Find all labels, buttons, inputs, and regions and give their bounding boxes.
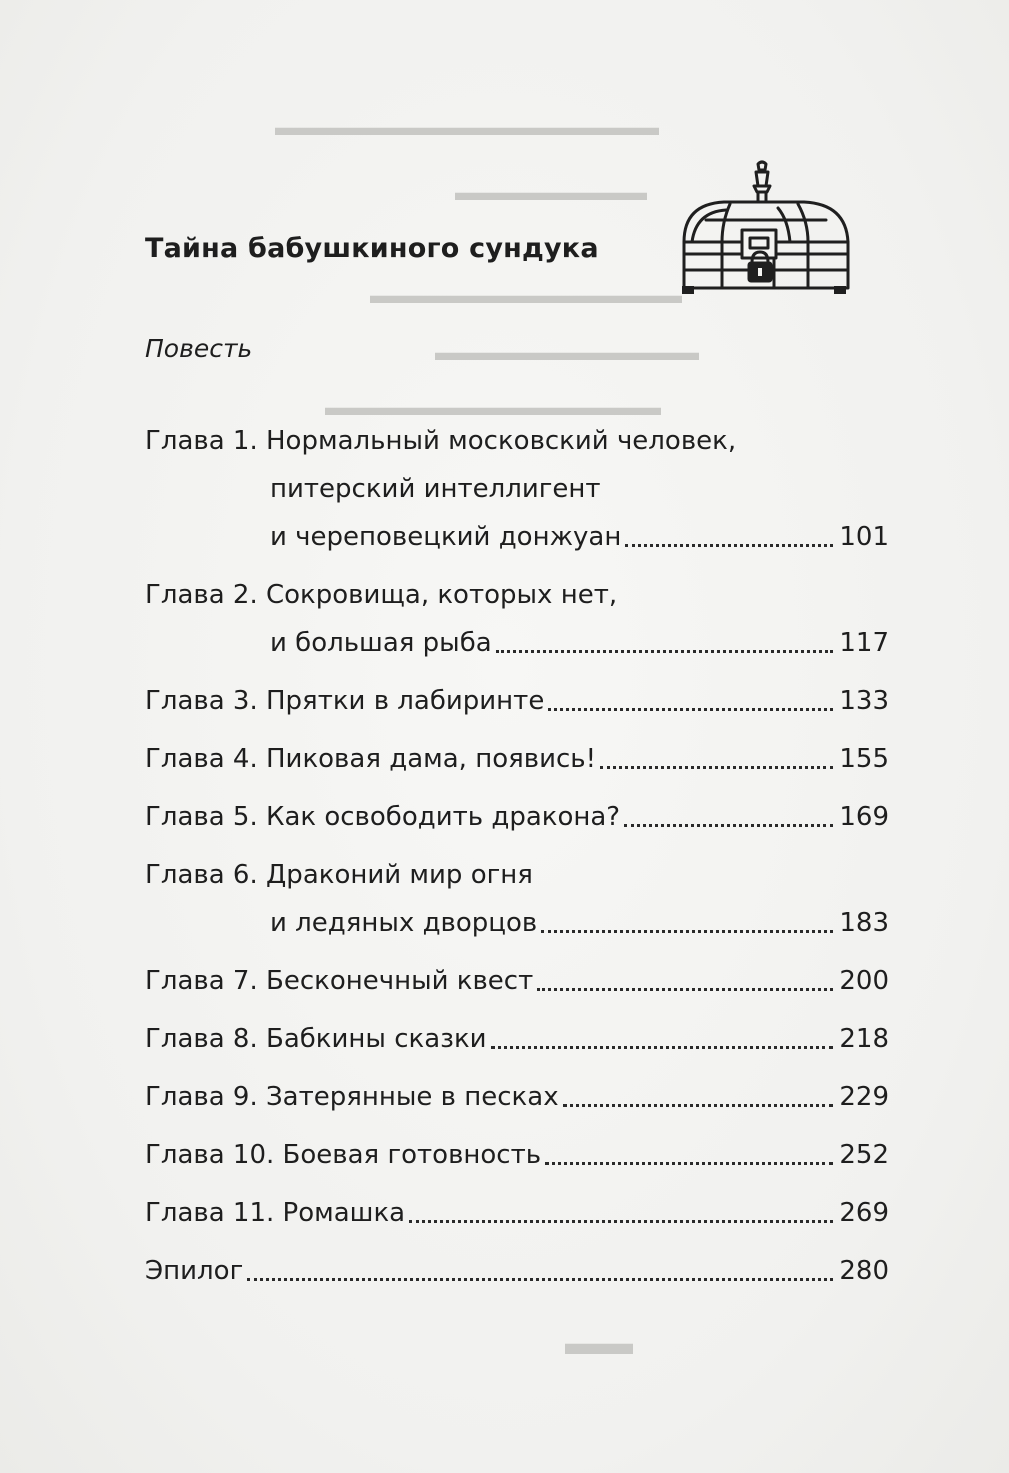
dot-leader — [541, 1137, 833, 1173]
toc-entry-line — [145, 423, 889, 459]
toc-entry-title: Глава 7. Бесконечный квест — [145, 966, 534, 996]
toc-page-number: 117 — [839, 628, 889, 658]
toc-entry-line — [145, 577, 889, 613]
toc-page-number: 101 — [839, 522, 889, 552]
toc-entry-title: Глава 1. Нормальный московский человек, — [145, 426, 737, 456]
show-through-text: ▬▬▬▬▬▬▬▬▬▬▬ — [435, 340, 699, 366]
dot-leader — [544, 683, 833, 719]
toc-page-number: 155 — [839, 744, 889, 774]
toc-entry-line — [145, 1195, 889, 1231]
show-through-text: ▬▬ — [565, 1325, 633, 1362]
dot-leader — [405, 1195, 833, 1231]
book-genre: Повесть — [145, 334, 253, 363]
toc-entry-title: и ледяных дворцов — [270, 908, 538, 938]
dot-leader — [533, 963, 833, 999]
toc-page-number: 169 — [839, 802, 889, 832]
toc-page-number: 218 — [839, 1024, 889, 1054]
toc-entry-line — [145, 799, 889, 835]
toc-page-number: 229 — [839, 1082, 889, 1112]
toc-entry-line — [145, 741, 889, 777]
toc-entry-line — [145, 1253, 889, 1289]
toc-page-number: 252 — [839, 1140, 889, 1170]
toc-entry-line — [270, 471, 889, 507]
toc-entry-title: Глава 11. Ромашка — [145, 1198, 406, 1228]
dot-leader — [620, 799, 833, 835]
toc-entry-line — [145, 683, 889, 719]
dot-leader — [596, 741, 833, 777]
toc-entry-title: Глава 8. Бабкины сказки — [145, 1024, 487, 1054]
toc-entry-line — [145, 1021, 889, 1057]
toc-entry-title: Глава 6. Драконий мир огня — [145, 860, 533, 890]
toc-entry-title: и череповецкий донжуан — [270, 522, 622, 552]
toc-entry-title: питерский интеллигент — [270, 474, 601, 504]
show-through-text: ▬▬▬▬▬▬▬▬ — [455, 180, 647, 206]
toc-page-number: 200 — [839, 966, 889, 996]
show-through-text: ▬▬▬▬▬▬▬▬▬▬▬▬▬▬ — [325, 395, 661, 421]
toc-page-number: 269 — [839, 1198, 889, 1228]
dot-leader — [621, 519, 833, 555]
show-through-text: ▬▬▬▬▬▬▬▬▬▬▬▬▬ — [370, 283, 682, 309]
toc-entry-line — [270, 625, 889, 661]
show-through-text: ▬▬▬▬▬▬▬▬▬▬▬▬▬▬▬▬ — [275, 115, 659, 141]
toc-entry-title: Глава 4. Пиковая дама, появись! — [145, 744, 597, 774]
toc-entry-title: Глава 5. Как освободить дракона? — [145, 802, 621, 832]
dot-leader — [492, 625, 834, 661]
toc-entry-line — [270, 519, 889, 555]
dot-leader — [559, 1079, 834, 1115]
toc-entry-title: Эпилог — [145, 1256, 244, 1286]
toc-entry-title: и большая рыба — [270, 628, 492, 658]
toc-entry-line — [270, 905, 889, 941]
toc-entry-line — [145, 1079, 889, 1115]
toc-page-number: 133 — [839, 686, 889, 716]
toc-entry-line — [145, 963, 889, 999]
toc-page-number: 183 — [839, 908, 889, 938]
toc-entry-title: Глава 10. Боевая готовность — [145, 1140, 542, 1170]
toc-entry-title: Глава 9. Затерянные в песках — [145, 1082, 559, 1112]
book-title: Тайна бабушкиного сундука — [145, 233, 599, 264]
toc-entry-title: Глава 3. Прятки в лабиринте — [145, 686, 545, 716]
dot-leader — [487, 1021, 834, 1057]
toc-entry-line — [145, 857, 889, 893]
dot-leader — [243, 1253, 833, 1289]
toc-entry-line — [145, 1137, 889, 1173]
dot-leader — [537, 905, 833, 941]
toc-entry-title: Глава 2. Сокровища, которых нет, — [145, 580, 618, 610]
treasure-chest-icon — [678, 158, 850, 298]
toc-page-number: 280 — [839, 1256, 889, 1286]
